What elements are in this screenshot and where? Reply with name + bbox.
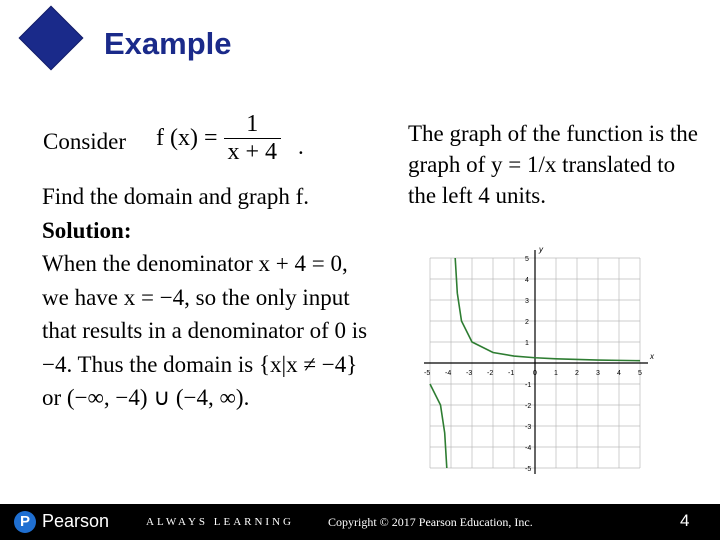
y-tick-label: 1 xyxy=(525,340,529,347)
function-formula xyxy=(156,111,281,166)
slide-title: Example xyxy=(104,26,232,61)
y-tick-label: -3 xyxy=(525,424,532,431)
tagline: ALWAYS LEARNING xyxy=(146,516,294,528)
x-tick-label: -1 xyxy=(508,370,515,377)
y-axis-label: y xyxy=(539,245,543,254)
x-tick-label: 3 xyxy=(596,370,600,377)
y-tick-label: -5 xyxy=(525,466,532,473)
x-tick-label: 2 xyxy=(575,370,579,377)
function-graph xyxy=(421,245,661,475)
solution-label: Solution: xyxy=(42,217,132,243)
y-tick-label: 2 xyxy=(525,319,529,326)
formula-fraction xyxy=(224,111,282,166)
x-tick-label: -4 xyxy=(445,370,452,377)
copyright: Copyright © 2017 Pearson Education, Inc. xyxy=(328,515,533,529)
x-tick-label: -3 xyxy=(466,370,473,377)
y-tick-label: -1 xyxy=(525,382,532,389)
x-tick-label: 4 xyxy=(617,370,621,377)
solution-text: When the denominator x + 4 = 0, we have x = −4, so the only input that results in a denominator of 0 is −4. Thus the domain is {x|x ≠ −4} or (−∞, −4) ∪ (−4, ∞). xyxy=(42,251,368,410)
title-diamond-icon xyxy=(20,7,82,69)
x-axis-label: x xyxy=(650,352,654,361)
formula-lhs: f (x) = xyxy=(156,125,218,151)
y-tick-label: -2 xyxy=(525,403,532,410)
x-tick-label: -2 xyxy=(487,370,494,377)
page-number: 4 xyxy=(680,511,690,530)
brand-name: Pearson xyxy=(42,511,110,531)
x-tick-label: -5 xyxy=(424,370,431,377)
y-tick-label: 4 xyxy=(525,277,529,284)
consider-label: Consider xyxy=(43,129,127,154)
x-tick-label: 1 xyxy=(554,370,558,377)
y-tick-label: -4 xyxy=(525,445,532,452)
formula-denominator: x + 4 xyxy=(227,139,278,165)
formula-numerator: 1 xyxy=(246,111,259,137)
pearson-logo-icon: P xyxy=(14,511,36,533)
x-tick-label: 0 xyxy=(533,370,537,377)
formula-period: . xyxy=(298,134,304,159)
right-description: The graph of the function is the graph of y = 1/x translated to the left 4 units. xyxy=(408,121,698,208)
x-tick-label: 5 xyxy=(638,370,642,377)
find-line: Find the domain and graph f. xyxy=(42,184,310,209)
y-tick-label: 3 xyxy=(525,298,529,305)
left-body xyxy=(42,180,377,415)
y-tick-label: 5 xyxy=(525,256,529,263)
curve-branch-1 xyxy=(455,258,640,361)
